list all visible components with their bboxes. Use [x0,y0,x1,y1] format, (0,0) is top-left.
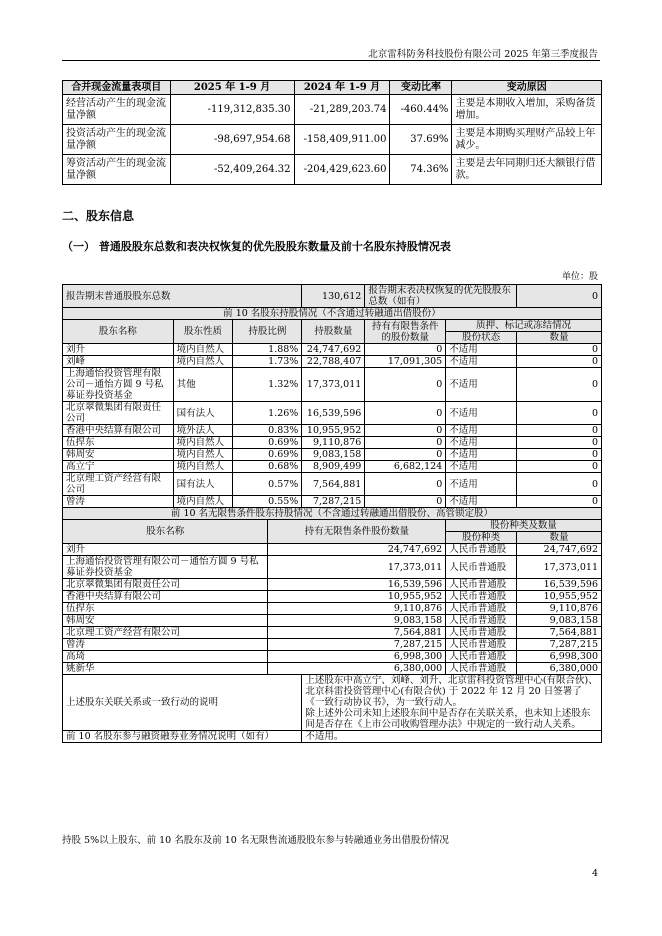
holder-qty: 7,564,881 [302,473,365,496]
unres-type: 人民币普通股 [446,591,517,603]
table-row [63,615,602,627]
table-row [63,496,602,508]
holder-name: 香港中央结算有限公司 [63,425,174,437]
holder-num: 0 [517,473,602,496]
table-row [63,508,602,520]
holder-state: 不适用 [446,461,517,473]
holder-qty: 8,909,499 [302,461,365,473]
holder-qty: 22,788,407 [302,356,365,368]
page-header: 北京雷科防务科技股份有限公司 2025 年第三季度报告 [368,49,598,60]
holder-restricted: 17,091,305 [365,356,446,368]
unrestricted-title: 前 10 名无限售条件股东持股情况（不含通过转融通出借股份、高管锁定股） [63,508,602,520]
col-restricted: 持有有限售条件的股份数量 [365,320,446,344]
unres-name: 高琦 [63,651,268,663]
unres-num: 7,287,215 [517,639,602,651]
table-row [63,544,602,556]
holder-num: 0 [517,496,602,508]
table-row [63,95,602,125]
holder-num: 0 [517,356,602,368]
holder-restricted: 0 [365,344,446,356]
section-title: 二、股东信息 [62,209,135,223]
unres-name: 姚新华 [63,663,268,675]
page-number: 4 [591,868,598,879]
related-text [302,675,602,731]
shareholder-table [62,284,602,743]
holder-name: 伍捍东 [63,437,174,449]
related-text-2: 除上述外公司未知上述股东间中是否存在关联关系，也未知上述股东间是否存在《上市公司收购管理办法》中规定的一致行动人关系。 [305,708,591,730]
table-cell: -204,429,623.60 [294,155,390,185]
table-row [63,520,602,532]
section-subtitle: （一） 普通股股东总数和表决权恢复的优先股股东数量及前十名股东持股情况表 [62,240,451,253]
col-ratio: 持股比例 [233,320,302,344]
unres-type: 人民币普通股 [446,651,517,663]
table-row [63,125,602,155]
table-row [63,579,602,591]
unres-name: 香港中央结算有限公司 [63,591,268,603]
holder-state: 不适用 [446,402,517,425]
holder-ratio: 1.73% [233,356,302,368]
holder-qty: 10,955,952 [302,425,365,437]
unres-num: 7,564,881 [517,627,602,639]
table-row [63,368,602,402]
holder-ratio: 0.83% [233,425,302,437]
holder-state: 不适用 [446,356,517,368]
holder-num: 0 [517,449,602,461]
unres-num: 10,955,952 [517,591,602,603]
unres-type: 人民币普通股 [446,639,517,651]
holder-restricted: 0 [365,425,446,437]
holder-qty: 16,539,596 [302,402,365,425]
holder-ratio: 0.55% [233,496,302,508]
table-cell: -158,409,911.00 [294,125,390,155]
holder-ratio: 0.69% [233,437,302,449]
cash-header-cell: 合并现金流量表项目 [63,81,171,95]
unres-qty: 10,955,952 [268,591,446,603]
table-row [63,663,602,675]
table-row [63,627,602,639]
cash-header-cell: 变动原因 [452,81,602,95]
holder-state: 不适用 [446,437,517,449]
holder-restricted: 0 [365,437,446,449]
unres-col-kind: 股份种类及数量 [446,520,602,532]
holder-state: 不适用 [446,496,517,508]
table-row [63,591,602,603]
holder-nature: 境内自然人 [173,344,233,356]
holder-ratio: 1.32% [233,368,302,402]
table-cell: 主要是去年同期归还大额银行借款。 [452,155,602,185]
unres-qty: 6,998,300 [268,651,446,663]
table-row [63,675,602,731]
table-row [63,639,602,651]
margin-label: 前 10 名股东参与融资融券业务情况说明（如有） [63,731,302,743]
holder-name: 高立宁 [63,461,174,473]
margin-value: 不适用。 [302,731,602,743]
holder-state: 不适用 [446,449,517,461]
holder-restricted: 0 [365,402,446,425]
unres-name: 北京理工资产经营有限公司 [63,627,268,639]
table-cell: -119,312,835.30 [170,95,294,125]
unres-name: 北京翠微集团有限责任公司 [63,579,268,591]
header-divider [62,60,600,61]
unres-name: 韩周安 [63,615,268,627]
table-cell: -21,289,203.74 [294,95,390,125]
table-cell: 37.69% [390,125,452,155]
table-row [63,402,602,425]
table-row [63,603,602,615]
unit-label: 单位：股 [561,272,598,282]
table-row [63,556,602,579]
holder-name: 北京翠微集团有限责任公司 [63,402,174,425]
holder-num: 0 [517,344,602,356]
unres-name: 曾涛 [63,639,268,651]
unres-col-type: 股份种类 [446,532,517,544]
col-pledge: 质押、标记或冻结情况 [446,320,602,332]
holder-restricted: 0 [365,496,446,508]
unres-type: 人民币普通股 [446,663,517,675]
col-name: 股东名称 [63,320,174,344]
unres-num: 9,110,876 [517,603,602,615]
cash-header-cell: 变动比率 [390,81,452,95]
related-text-1: 上述股东中高立宁、刘峰、刘升、北京雷科投资管理中心(有限合伙)、北京科雷投资管理中心(有限合伙) 于 2022 年 12 月 20 日签署了《一致行动协议书》，为一致行动人。 [305,675,598,708]
holder-num: 0 [517,402,602,425]
holder-ratio: 1.26% [233,402,302,425]
holder-nature: 境内自然人 [173,356,233,368]
unres-qty: 7,564,881 [268,627,446,639]
holder-qty: 17,373,011 [302,368,365,402]
holder-num: 0 [517,437,602,449]
cash-flow-table [62,80,602,185]
total-holders-label: 报告期末普通股股东总数 [63,285,302,308]
holder-name: 刘峰 [63,356,174,368]
table-cell: 主要是本期购买理财产品较上年减少。 [452,125,602,155]
unres-col-num: 数量 [517,532,602,544]
unres-name: 刘升 [63,544,268,556]
pref-holders-value: 0 [517,285,602,308]
table-cell: 筹资活动产生的现金流量净额 [63,155,171,185]
holder-state: 不适用 [446,344,517,356]
holder-restricted: 6,682,124 [365,461,446,473]
unres-type: 人民币普通股 [446,615,517,627]
unres-num: 24,747,692 [517,544,602,556]
holder-nature: 国有法人 [173,402,233,425]
holder-qty: 9,083,158 [302,449,365,461]
table-row [63,356,602,368]
table-cell: 74.36% [390,155,452,185]
table-cell: 经营活动产生的现金流量净额 [63,95,171,125]
table-row [63,731,602,743]
table-cell: 投资活动产生的现金流量净额 [63,125,171,155]
unres-num: 6,380,000 [517,663,602,675]
unres-name: 伍捍东 [63,603,268,615]
table-cell: -460.44% [390,95,452,125]
holder-nature: 境外法人 [173,425,233,437]
holder-qty: 7,287,215 [302,496,365,508]
cash-header-cell: 2025 年 1-9 月 [170,81,294,95]
unres-type: 人民币普通股 [446,544,517,556]
table-row [63,344,602,356]
holder-num: 0 [517,368,602,402]
holder-nature: 境内自然人 [173,461,233,473]
holder-state: 不适用 [446,425,517,437]
table-row [63,651,602,663]
unres-qty: 7,287,215 [268,639,446,651]
holder-name: 北京理工资产经营有限公司 [63,473,174,496]
unres-qty: 16,539,596 [268,579,446,591]
holder-name: 上海通怡投资管理有限公司－通怡方圆 9 号私募证券投资基金 [63,368,174,402]
table-row [63,437,602,449]
holder-nature: 境内自然人 [173,449,233,461]
unres-qty: 9,083,158 [268,615,446,627]
related-label: 上述股东关联关系或一致行动的说明 [63,675,302,731]
unres-type: 人民币普通股 [446,603,517,615]
holder-ratio: 0.68% [233,461,302,473]
table-cell: 主要是本期收入增加，采购备货增加。 [452,95,602,125]
holder-state: 不适用 [446,368,517,402]
unres-col-qty: 持有无限售条件股份数量 [268,520,446,544]
unres-type: 人民币普通股 [446,627,517,639]
col-nature: 股东性质 [173,320,233,344]
holder-nature: 其他 [173,368,233,402]
col-num: 数量 [517,332,602,344]
col-qty: 持股数量 [302,320,365,344]
holder-nature: 境内自然人 [173,437,233,449]
total-holders-value: 130,612 [302,285,365,308]
unres-num: 17,373,011 [517,556,602,579]
holder-nature: 境内自然人 [173,496,233,508]
holder-name: 曾涛 [63,496,174,508]
unres-col-name: 股东名称 [63,520,268,544]
holder-nature: 国有法人 [173,473,233,496]
holder-name: 韩周安 [63,449,174,461]
footnote: 持股 5%以上股东、前 10 名股东及前 10 名无限售流通股股东参与转融通业务出借股份情况 [62,835,449,846]
holder-num: 0 [517,461,602,473]
unres-type: 人民币普通股 [446,556,517,579]
col-state: 股份状态 [446,332,517,344]
holder-restricted: 0 [365,449,446,461]
unres-qty: 17,373,011 [268,556,446,579]
table-cell: -52,409,264.32 [170,155,294,185]
table-row [63,449,602,461]
holder-ratio: 0.57% [233,473,302,496]
unres-qty: 9,110,876 [268,603,446,615]
cash-header-cell: 2024 年 1-9 月 [294,81,390,95]
top10-title: 前 10 名股东持股情况（不含通过转融通出借股份） [63,308,602,320]
unres-type: 人民币普通股 [446,579,517,591]
table-row [63,461,602,473]
holder-ratio: 0.69% [233,449,302,461]
unres-qty: 6,380,000 [268,663,446,675]
unres-num: 9,083,158 [517,615,602,627]
pref-holders-label: 报告期末表决权恢复的优先股股东总数（如有） [365,285,517,308]
unres-qty: 24,747,692 [268,544,446,556]
holder-qty: 24,747,692 [302,344,365,356]
unres-num: 16,539,596 [517,579,602,591]
holder-name: 刘升 [63,344,174,356]
table-row [63,155,602,185]
unres-num: 6,998,300 [517,651,602,663]
table-row [63,473,602,496]
table-cell: -98,697,954.68 [170,125,294,155]
holder-num: 0 [517,425,602,437]
holder-restricted: 0 [365,368,446,402]
holder-restricted: 0 [365,473,446,496]
holder-ratio: 1.88% [233,344,302,356]
holder-qty: 9,110,876 [302,437,365,449]
table-row [63,425,602,437]
holder-state: 不适用 [446,473,517,496]
unres-name: 上海通怡投资管理有限公司－通怡方圆 9 号私募证券投资基金 [63,556,268,579]
